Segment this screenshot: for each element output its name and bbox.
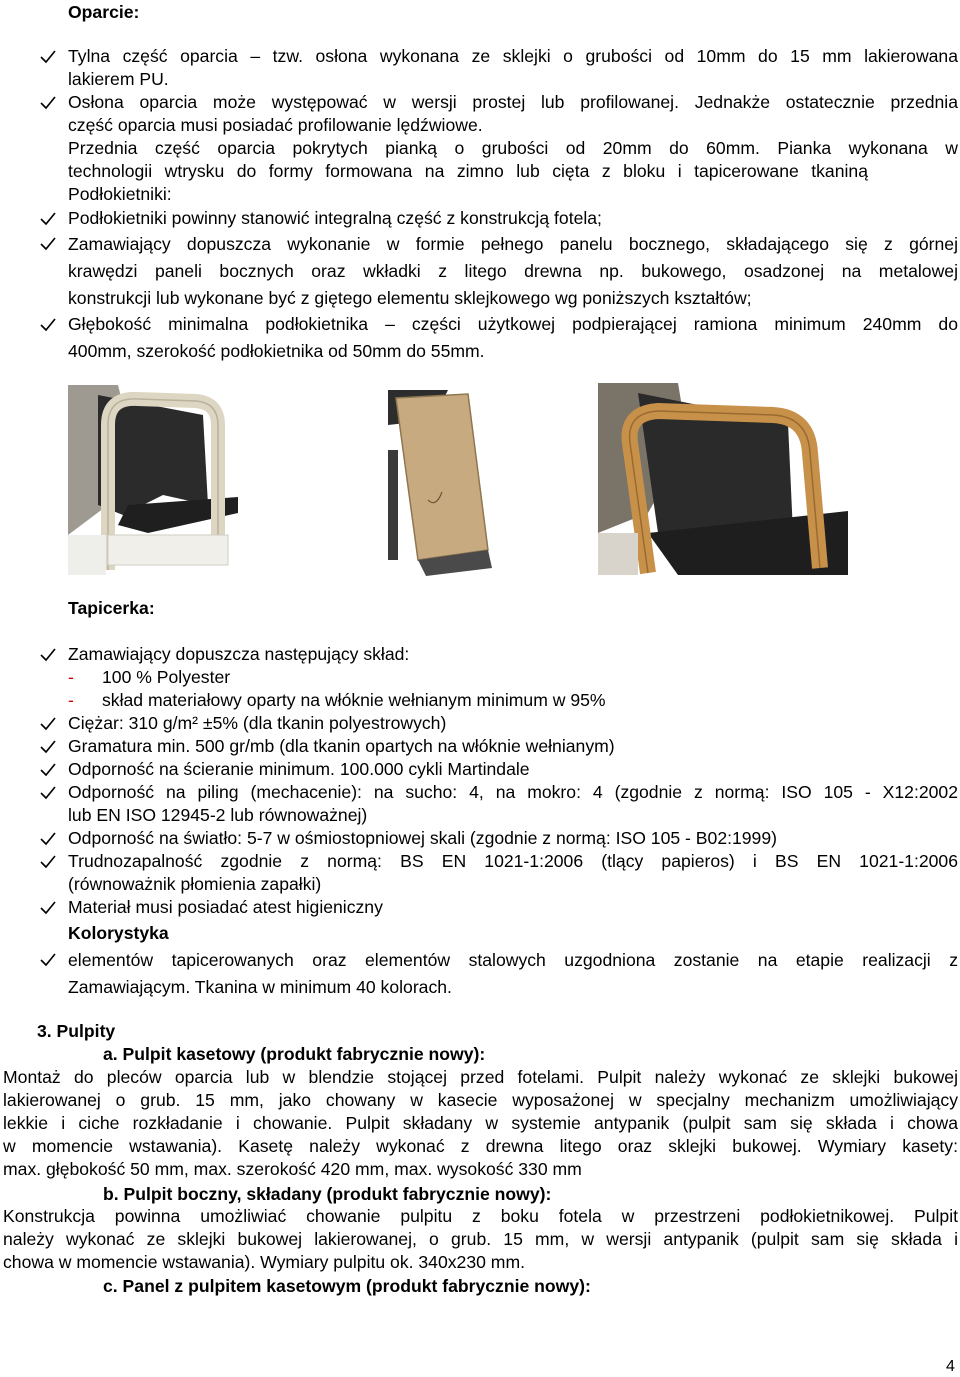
tapicerka-item7-line1: Trudnozapalność zgodnie z normą: BS EN 1021-1:2006 (tlący papieros) i BS EN 1021-1:2006 <box>68 851 958 871</box>
kolorystyka-heading: Kolorystyka <box>68 923 169 943</box>
oparcie-item4-line1: Zamawiający dopuszcza wykonanie w formie pełnego panelu bocznego, składającego się z górnej <box>68 234 958 254</box>
armrest-image-2 <box>388 390 500 580</box>
pulpit-a-text-line2: lakierowanej o grub. 15 mm, jako chowany w kasecie wyposażonej w specjalny mechanizm umożliwiający <box>3 1090 958 1110</box>
check-icon <box>40 212 56 226</box>
check-icon <box>40 717 56 731</box>
pulpit-a-text-line1: Montaż do pleców oparcia lub w blendzie stojącej przed fotelami. Pulpit należy wykonać ze sklejki bukowej <box>3 1067 958 1087</box>
check-icon <box>40 953 56 967</box>
page-number: 4 <box>946 1358 955 1375</box>
tapicerka-item1: Zamawiający dopuszcza następujący skład: <box>68 644 410 664</box>
check-icon <box>40 740 56 754</box>
tapicerka-item8: Materiał musi posiadać atest higieniczny <box>68 897 383 917</box>
check-icon <box>40 50 56 64</box>
oparcie-item2-line3: Przednia część oparcia pokrytych pianką o grubości od 20mm do 60mm. Pianka wykonana w <box>68 138 958 158</box>
oparcie-item2-line5: Podłokietniki: <box>68 184 172 204</box>
tapicerka-item6: Odporność na światło: 5-7 w ośmiostopniowej skali (zgodnie z normą: ISO 105 - B02:1999) <box>68 828 777 848</box>
section-heading-tapicerka: Tapicerka: <box>68 598 155 618</box>
pulpit-a-text-line5: max. głębokość 50 mm, max. szerokość 420 mm, max. wysokość 330 mm <box>3 1159 582 1179</box>
oparcie-item4-line2: krawędzi paneli bocznych oraz wkładki z litego drewna np. bukowego, osadzonej na metalowej <box>68 261 958 281</box>
check-icon <box>40 318 56 332</box>
oparcie-item5-line1: Głębokość minimalna podłokietnika – części użytkowej podpierającej ramiona minimum 240mm do <box>68 314 958 334</box>
check-icon <box>40 763 56 777</box>
pulpit-b-text-line2: należy wykonać ze sklejki bukowej lakierowanej, o grub. 15 mm, w wersji antypanik (pulpit sam się składa i <box>3 1229 958 1249</box>
pulpit-a-text-line4: w momencie wstawania). Kasetę należy wykonać z drewna litego oraz sklejki bukowej. Wymiary kasety: <box>3 1136 958 1156</box>
tapicerka-item9-line1: elementów tapicerowanych oraz elementów stalowych uzgodniona zostanie na etapie realizacji z <box>68 950 958 970</box>
check-icon <box>40 96 56 110</box>
tapicerka-item5-line1: Odporność na piling (mechacenie): na sucho: 4, na mokro: 4 (zgodnie z normą: ISO 105 - X12:2002 <box>68 782 958 802</box>
oparcie-item5-line2: 400mm, szerokość podłokietnika od 50mm do 55mm. <box>68 341 485 361</box>
tapicerka-sub2: skład materiałowy oparty na włóknie wełnianym minimum w 95% <box>102 690 606 710</box>
section-heading-oparcie: Oparcie: <box>68 2 140 22</box>
oparcie-item2-line4: technologii wtrysku do formy formowana na zimno lub cięta z bloku i tapicerowane tkaniną <box>68 161 868 181</box>
pulpit-b-text-line1: Konstrukcja powinna umożliwiać chowanie pulpitu z boku fotela w przestrzeni podłokietnikowej. Pulpit <box>3 1206 958 1226</box>
check-icon <box>40 237 56 251</box>
pulpit-b-heading: b. Pulpit boczny, składany (produkt fabrycznie nowy): <box>103 1184 552 1204</box>
pulpit-c-heading: c. Panel z pulpitem kasetowym (produkt fabrycznie nowy): <box>103 1276 591 1296</box>
tapicerka-item7-line2: (równoważnik płomienia zapałki) <box>68 874 322 894</box>
oparcie-item3: Podłokietniki powinny stanowić integralną część z konstrukcją fotela; <box>68 208 602 228</box>
oparcie-item4-line3: konstrukcji lub wykonane być z giętego elementu sklejkowego wg poniższych kształtów; <box>68 288 752 308</box>
dash-bullet: - <box>68 667 74 687</box>
tapicerka-item5-line2: lub EN ISO 12945-2 lub równoważnej) <box>68 805 368 825</box>
check-icon <box>40 648 56 662</box>
pulpit-a-heading: a. Pulpit kasetowy (produkt fabrycznie nowy): <box>103 1044 486 1064</box>
dash-bullet: - <box>68 690 74 710</box>
check-icon <box>40 901 56 915</box>
check-icon <box>40 855 56 869</box>
oparcie-item2-line1: Osłona oparcia może występować w wersji prostej lub profilowanej. Jednakże ostatecznie przednia <box>68 92 958 112</box>
tapicerka-item9-line2: Zamawiającym. Tkanina w minimum 40 kolorach. <box>68 977 452 997</box>
check-icon <box>40 786 56 800</box>
tapicerka-sub1: 100 % Polyester <box>102 667 231 687</box>
pulpit-a-text-line3: lekkie i ciche rozkładanie i chowanie. Pulpit składany w systemie antypanik (pulpit sam się składa i chowa <box>3 1113 958 1133</box>
armrest-image-3 <box>598 383 850 575</box>
oparcie-item1-line2: lakierem PU. <box>68 69 169 89</box>
tapicerka-item4: Odporność na ścieranie minimum. 100.000 cykli Martindale <box>68 759 530 779</box>
section-heading-pulpity: 3. Pulpity <box>37 1021 116 1041</box>
tapicerka-item3: Gramatura min. 500 gr/mb (dla tkanin opartych na włóknie wełnianym) <box>68 736 615 756</box>
pulpit-b-text-line3: chowa w momencie wstawania). Wymiary pulpitu ok. 340x230 mm. <box>3 1252 525 1272</box>
oparcie-item1-line1: Tylna część oparcia – tzw. osłona wykonana ze sklejki o grubości od 10mm do 15 mm lakierowana <box>68 46 958 66</box>
check-icon <box>40 832 56 846</box>
armrest-image-1 <box>68 385 240 575</box>
tapicerka-item2: Ciężar: 310 g/m² ±5% (dla tkanin polyestrowych) <box>68 713 447 733</box>
oparcie-item2-line2: część oparcia musi posiadać profilowanie lędźwiowe. <box>68 115 483 135</box>
